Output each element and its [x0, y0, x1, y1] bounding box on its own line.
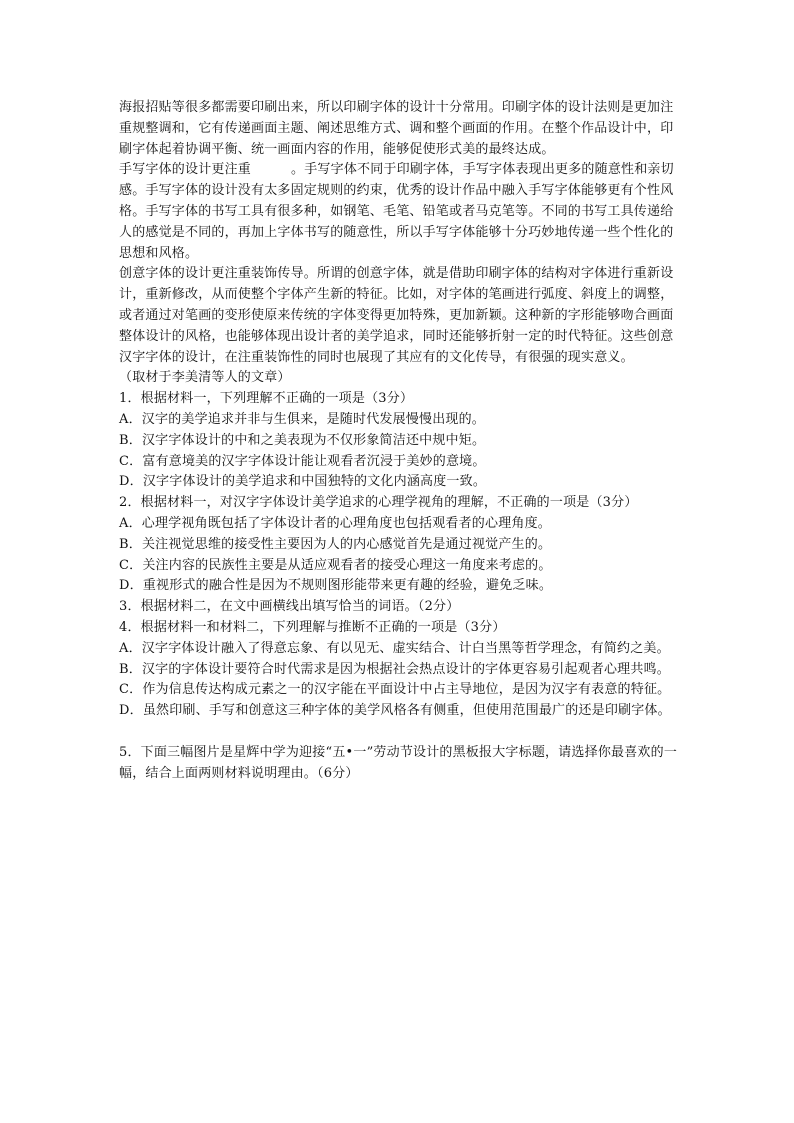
- paragraph-text: 。手写字体不同于印刷字体，手写字体表现出更多的随意性和亲切感。手写字体的设计没有太多固定规则的约束，优秀的设计作品中融入手写字体能够更有个性风格。手写字体的书写工具有很多种，如钢笔、毛笔、铅笔或者马克笔等。不同的书写工具传递给人的感觉是不同的，再加上字体书写的随意性，所以手写字体能够十分巧妙地传递一些个性化的思想和风格。: [119, 162, 674, 261]
- question-1-stem: 1．根据材料一，下列理解不正确的一项是（3分）: [119, 391, 414, 407]
- question-2-option-d: D．重视形式的融合性是因为不规则图形能带来更有趣的经验，避免乏味。: [119, 578, 553, 594]
- question-2-stem: 2．根据材料一，对汉字字体设计美学追求的心理学视角的理解，不正确的一项是（3分）: [119, 495, 638, 511]
- question-3-stem: 3．根据材料二，在文中画横线出填写恰当的词语。（2分）: [119, 599, 460, 615]
- question-2-option-a: A．心理学视角既包括了字体设计者的心理角度也包括观看者的心理角度。: [119, 515, 551, 531]
- question-4-stem: 4．根据材料一和材料二，下列理解与推断不正确的一项是（3分）: [119, 619, 506, 635]
- question-2-option-c: C．关注内容的民族性主要是从适应观看者的接受心理这一角度来考虑的。: [119, 557, 552, 573]
- spacer: [119, 722, 679, 743]
- question-4-option-b: B．汉字的字体设计要符合时代需求是因为根据社会热点设计的字体更容易引起观者心理共鸣。: [119, 661, 670, 677]
- document-body: [119, 98, 679, 784]
- question-4-option-a: A．汉字字体设计融入了得意忘象、有以见无、虚实结合、计白当黑等哲学理念，有简约之美。: [119, 640, 670, 656]
- question-1-option-b: B．汉字字体设计的中和之美表现为不仅形象简洁还中规中矩。: [119, 432, 486, 448]
- question-4-option-c: C．作为信息传达构成元素之一的汉字能在平面设计中占主导地位，是因为汉字有表意的特征。: [119, 682, 671, 698]
- source-citation: （取材于李美清等人的文章）: [119, 370, 291, 386]
- paragraph-handwritten-font: [119, 160, 679, 264]
- paragraph-text: 手写字体的设计更注重: [119, 162, 252, 178]
- question-1-option-c: C．富有意境美的汉字字体设计能让观看者沉浸于美妙的意境。: [119, 453, 486, 469]
- paragraph-creative-font: 创意字体的设计更注重装饰传导。所谓的创意字体，就是借助印刷字体的结构对字体进行重新设计，重新修改，从而使整个字体产生新的特征。比如，对字体的笔画进行弧度、斜度上的调整，或者通过对笔画的变形使原来传统的字体变得更加特殊，更加新颖。这种新的字形能够吻合画面整体设计的风格，也能够体现出设计者的美学追求，同时还能够折射一定的时代特征。这些创意汉字字体的设计，在注重装饰性的同时也展现了其应有的文化传导，有很强的现实意义。: [119, 266, 674, 365]
- question-1-option-d: D．汉字字体设计的美学追求和中国独特的文化内涵高度一致。: [119, 474, 487, 490]
- question-5-stem: 5．下面三幅图片是星辉中学为迎接“五•一”劳动节设计的黑板报大字标题，请选择你最喜欢的一幅，结合上面两则材料说明理由。（6分）: [119, 744, 678, 781]
- question-2-option-b: B．关注视觉思维的接受性主要因为人的内心感觉首先是通过视觉产生的。: [119, 536, 552, 552]
- question-1-option-a: A．汉字的美学追求并非与生俱来，是随时代发展慢慢出现的。: [119, 411, 485, 427]
- paragraph-printed-font: 海报招贴等很多都需要印刷出来，所以印刷字体的设计十分常用。印刷字体的设计法则是更加注重规整调和，它有传递画面主题、阐述思维方式、调和整个画面的作用。在整个作品设计中，印刷字体起着协调平衡、统一画面内容的作用，能够促使形式美的最终达成。: [119, 100, 674, 157]
- question-4-option-d: D．虽然印刷、手写和创意这三种字体的美学风格各有侧重，但使用范围最广的还是印刷字体。: [119, 703, 671, 719]
